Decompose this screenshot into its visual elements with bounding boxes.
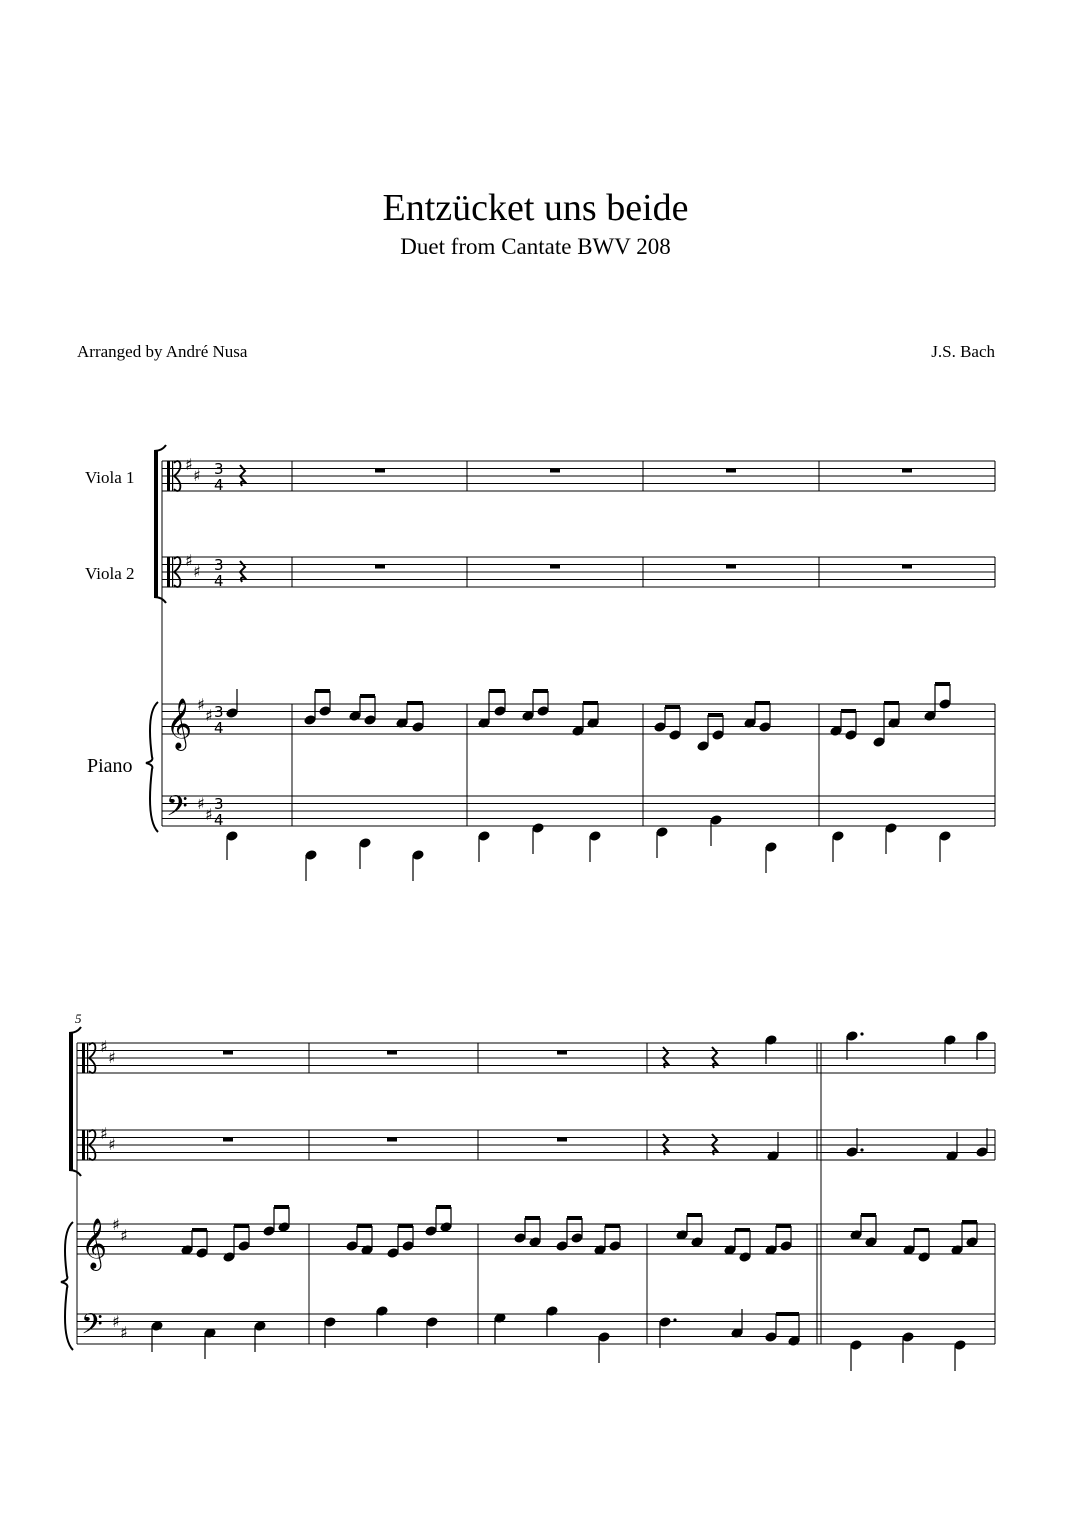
ensemble-bracket — [69, 1170, 81, 1176]
key-sharp: ♯ — [197, 695, 205, 714]
notehead — [412, 722, 424, 732]
notehead — [254, 1321, 266, 1331]
notehead — [546, 1306, 558, 1316]
whole-rest — [726, 469, 736, 473]
notehead — [885, 823, 897, 833]
score-title: Entzücket uns beide — [382, 187, 689, 229]
notehead — [426, 1317, 438, 1327]
notehead — [238, 1241, 250, 1251]
time-signature: 4 — [214, 476, 224, 494]
alto-clef — [82, 1130, 85, 1160]
alto-clef — [82, 1043, 85, 1073]
time-signature: 3 — [214, 556, 224, 574]
notehead — [556, 1241, 568, 1251]
notehead — [494, 706, 506, 716]
notehead — [305, 850, 317, 860]
key-sharp: ♯ — [205, 706, 213, 725]
arranger-credit: Arranged by André Nusa — [77, 342, 248, 361]
notehead — [954, 1340, 966, 1350]
alto-clef — [167, 461, 170, 491]
notehead — [440, 1222, 452, 1232]
notehead — [425, 1226, 437, 1236]
ensemble-bracket — [154, 445, 166, 451]
notehead — [850, 1340, 862, 1350]
key-sharp: ♯ — [185, 455, 193, 474]
notehead — [537, 706, 549, 716]
whole-rest — [387, 1051, 397, 1055]
notehead — [359, 838, 371, 848]
notehead — [697, 741, 709, 751]
notehead — [226, 831, 238, 841]
instrument-label-viola2: Viola 2 — [85, 564, 135, 583]
notehead — [830, 726, 842, 736]
key-sharp: ♯ — [205, 805, 213, 824]
whole-rest — [726, 565, 736, 569]
notehead — [710, 815, 722, 825]
notehead — [939, 699, 951, 709]
notehead — [654, 722, 666, 732]
notehead — [656, 827, 668, 837]
time-signature: 4 — [214, 811, 224, 829]
notehead — [278, 1222, 290, 1232]
whole-rest — [902, 565, 912, 569]
notehead — [263, 1226, 275, 1236]
instrument-label-viola1: Viola 1 — [85, 468, 135, 487]
whole-rest — [550, 565, 560, 569]
notehead — [304, 715, 316, 725]
whole-rest — [557, 1138, 567, 1142]
key-sharp: ♯ — [193, 466, 201, 485]
whole-rest — [550, 469, 560, 473]
piano-brace — [146, 702, 158, 832]
notehead — [571, 1233, 583, 1243]
whole-rest — [902, 469, 912, 473]
measure-number: 5 — [75, 1011, 82, 1026]
notehead — [918, 1252, 930, 1262]
alto-clef — [87, 1043, 88, 1073]
dot — [860, 1032, 863, 1035]
notehead — [324, 1317, 336, 1327]
score-subtitle: Duet from Cantate BWV 208 — [400, 234, 671, 259]
notehead — [759, 722, 771, 732]
time-signature: 4 — [214, 719, 224, 737]
notehead — [223, 1252, 235, 1262]
time-signature: 3 — [214, 795, 224, 813]
notehead — [765, 1332, 777, 1342]
key-sharp: ♯ — [197, 794, 205, 813]
notehead — [514, 1233, 526, 1243]
notehead — [765, 842, 777, 852]
notehead — [529, 1237, 541, 1247]
whole-rest — [375, 565, 385, 569]
notehead — [845, 730, 857, 740]
notehead — [226, 708, 238, 718]
notehead — [966, 1237, 978, 1247]
key-sharp: ♯ — [112, 1215, 120, 1234]
notehead — [609, 1241, 621, 1251]
notehead — [572, 726, 584, 736]
alto-clef — [172, 461, 173, 491]
ensemble-bracket — [154, 597, 166, 603]
key-sharp: ♯ — [100, 1037, 108, 1056]
notehead — [939, 831, 951, 841]
notehead — [739, 1252, 751, 1262]
piano-brace — [61, 1222, 73, 1350]
notehead — [691, 1237, 703, 1247]
notehead — [846, 1031, 858, 1041]
notehead — [659, 1317, 671, 1327]
notehead — [364, 715, 376, 725]
notehead — [598, 1332, 610, 1342]
notehead — [387, 1248, 399, 1258]
notehead — [196, 1248, 208, 1258]
notehead — [522, 711, 534, 721]
notehead — [376, 1306, 388, 1316]
key-sharp: ♯ — [108, 1135, 116, 1154]
notehead — [865, 1237, 877, 1247]
notehead — [349, 711, 361, 721]
whole-rest — [557, 1051, 567, 1055]
notehead — [712, 730, 724, 740]
dot — [673, 1318, 676, 1321]
bass-clef: 𝄢 — [81, 1308, 103, 1348]
whole-rest — [223, 1138, 233, 1142]
time-signature: 4 — [214, 572, 224, 590]
notehead — [589, 831, 601, 841]
notehead — [902, 1332, 914, 1342]
composer-credit: J.S. Bach — [931, 342, 995, 361]
key-sharp: ♯ — [108, 1048, 116, 1067]
notehead — [532, 823, 544, 833]
whole-rest — [223, 1051, 233, 1055]
time-signature: 3 — [214, 460, 224, 478]
notehead — [832, 831, 844, 841]
notehead — [944, 1035, 956, 1045]
notehead — [924, 711, 936, 721]
bass-clef: 𝄢 — [166, 790, 188, 830]
treble-clef: 𝄞 — [81, 1218, 108, 1269]
key-sharp: ♯ — [120, 1226, 128, 1245]
key-sharp: ♯ — [185, 551, 193, 570]
notehead — [402, 1241, 414, 1251]
notehead — [412, 850, 424, 860]
notehead — [846, 1147, 858, 1157]
key-sharp: ♯ — [193, 562, 201, 581]
notehead — [976, 1147, 988, 1157]
notehead — [319, 706, 331, 716]
notehead — [669, 730, 681, 740]
treble-clef: 𝄞 — [166, 698, 193, 749]
notehead — [151, 1321, 163, 1331]
notehead — [780, 1241, 792, 1251]
dot — [860, 1148, 863, 1151]
notehead — [788, 1336, 800, 1346]
notehead — [765, 1035, 777, 1045]
alto-clef — [87, 1130, 88, 1160]
key-sharp: ♯ — [112, 1312, 120, 1331]
time-signature: 3 — [214, 703, 224, 721]
key-sharp: ♯ — [120, 1323, 128, 1342]
alto-clef — [167, 557, 170, 587]
whole-rest — [375, 469, 385, 473]
notehead — [873, 737, 885, 747]
instrument-label-piano: Piano — [87, 755, 133, 777]
key-sharp: ♯ — [100, 1124, 108, 1143]
alto-clef — [172, 557, 173, 587]
notehead — [346, 1241, 358, 1251]
notehead — [976, 1031, 988, 1041]
notehead — [478, 831, 490, 841]
whole-rest — [387, 1138, 397, 1142]
ensemble-bracket — [69, 1027, 81, 1033]
